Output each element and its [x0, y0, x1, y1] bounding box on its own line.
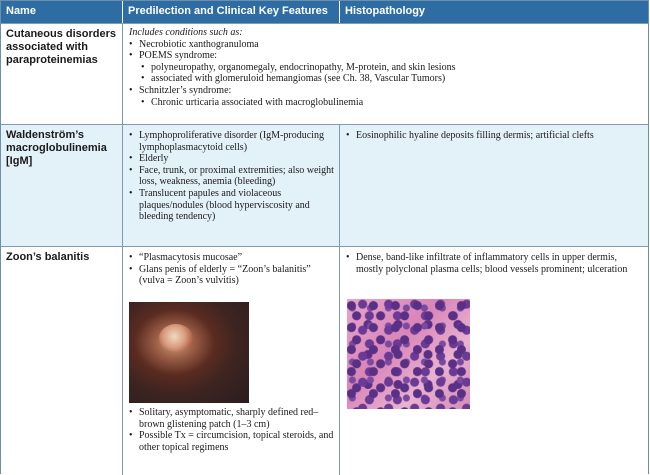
- histo-text: [346, 130, 642, 142]
- histo-cell: [340, 125, 648, 246]
- features-list: [129, 85, 639, 97]
- features-cell: [123, 125, 340, 246]
- list-item: • polyneuropathy, organomegaly, endocrinopathy, M-protein, and skin lesions: [141, 62, 639, 74]
- header-name: Name: [6, 5, 36, 17]
- histo-list: [346, 130, 642, 142]
- list-item: • POEMS syndrome:: [129, 50, 639, 62]
- name-cell: [1, 125, 123, 246]
- list-item: • Lymphoproliferative disorder (IgM-producing lymphoplasmacytoid cells): [129, 130, 334, 153]
- features-text-bottom: [129, 407, 334, 453]
- list-item: • Possible Tx = circumcision, topical steroids, and other topical regimens: [129, 430, 334, 453]
- list-item: • Dense, band-like infiltrate of inflammatory cells in upper dermis, mostly polyclonal plasma cells; blood vessels prominent; ulceration: [346, 252, 642, 275]
- features-text-top: [129, 252, 334, 287]
- header-histo-cell: [340, 1, 648, 23]
- histo-cell: [340, 247, 648, 475]
- name-cell: [1, 247, 123, 475]
- features-list: [129, 130, 334, 223]
- list-item: • Glans penis of elderly = “Zoon’s balanitis” (vulva = Zoon’s vulvitis): [129, 264, 334, 287]
- list-item: • Face, trunk, or proximal extremities; also weight loss, weakness, anemia (bleeding): [129, 165, 334, 188]
- table-row: [1, 23, 648, 124]
- name-cell: [1, 24, 123, 124]
- list-item: • Eosinophilic hyaline deposits filling dermis; artificial clefts: [346, 130, 642, 142]
- features-text: [129, 130, 334, 223]
- row-name: Cutaneous disorders associated with paraproteinemias: [6, 28, 117, 66]
- histopathology-image: [347, 299, 470, 409]
- list-item: • Chronic urticaria associated with macroglobulinemia: [141, 97, 639, 109]
- histo-list: [346, 252, 642, 275]
- features-sublist: [141, 62, 639, 85]
- features-text: [129, 27, 639, 108]
- row-name: Zoon’s balanitis: [6, 251, 90, 263]
- table-row: [1, 124, 648, 246]
- features-cell: [123, 247, 340, 475]
- list-item: • Schnitzler’s syndrome:: [129, 85, 639, 97]
- table-row: [1, 246, 648, 475]
- features-list: [129, 252, 334, 287]
- row-intro: Includes conditions such as:: [129, 27, 243, 38]
- clinical-photo: [129, 302, 249, 403]
- header-histopathology: Histopathology: [345, 5, 426, 17]
- table-header: [1, 1, 648, 23]
- list-item: • associated with glomeruloid hemangiomas (see Ch. 38, Vascular Tumors): [141, 73, 639, 85]
- histo-text: [346, 252, 642, 275]
- header-features-cell: [123, 1, 340, 23]
- features-list: [129, 407, 334, 453]
- list-item: • “Plasmacytosis mucosae”: [129, 252, 334, 264]
- features-cell: [123, 24, 648, 124]
- list-item: • Solitary, asymptomatic, sharply defined red–brown glistening patch (1–3 cm): [129, 407, 334, 430]
- header-name-cell: [1, 1, 123, 23]
- list-item: • Translucent papules and violaceous plaques/nodules (blood hyperviscosity and bleeding tendency): [129, 188, 334, 223]
- header-features: Predilection and Clinical Key Features: [128, 5, 328, 17]
- features-list: [129, 39, 639, 62]
- features-sublist: [141, 97, 639, 109]
- row-name: Waldenström’s macroglobulinemia [IgM]: [6, 129, 107, 167]
- list-item: • Necrobiotic xanthogranuloma: [129, 39, 639, 51]
- list-item: • Elderly: [129, 153, 334, 165]
